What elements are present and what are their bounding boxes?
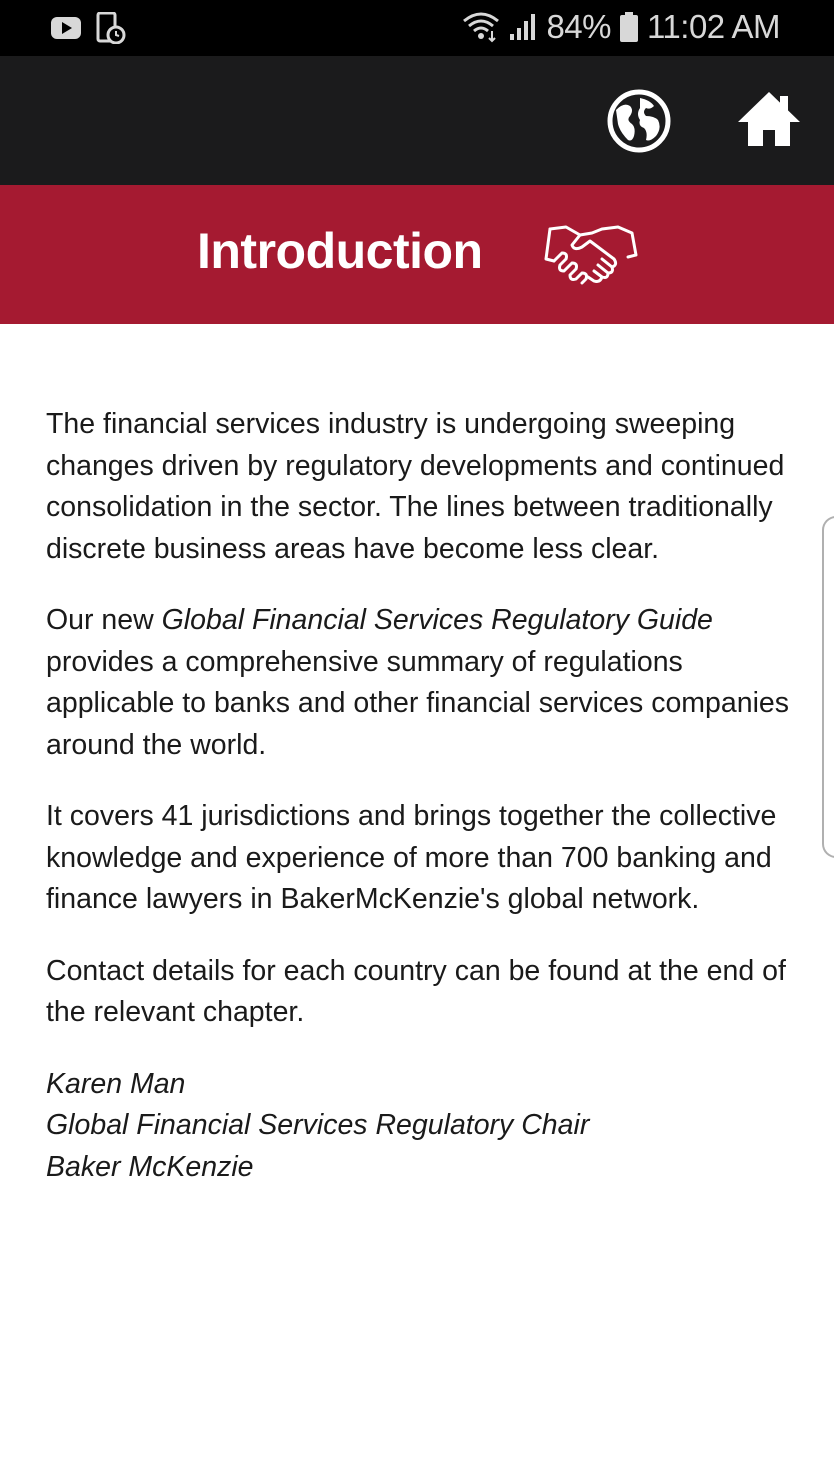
globe-icon [606, 88, 672, 154]
status-bar [0, 0, 834, 56]
battery-icon [619, 11, 639, 43]
clock: 11:02 AM [647, 8, 780, 45]
signal-icon [508, 12, 538, 42]
globe-button[interactable] [606, 88, 672, 154]
paragraph-1: The financial services industry is undergoing sweeping changes driven by regulatory developments and continued consolidation in the sector. The lines between traditionally discrete business areas have become less clear. [46, 408, 785, 565]
intro-content [46, 404, 796, 1218]
phone-alarm-icon [96, 12, 126, 44]
handshake-icon [544, 225, 638, 285]
edge-panel-handle[interactable] [822, 516, 834, 858]
page-title: Introduction [197, 223, 483, 279]
paragraph-4: Contact details for each country can be found at the end of the relevant chapter. [46, 954, 786, 1028]
paragraph-3: It covers 41 jurisdictions and brings together the collective knowledge and experience of more than 700 banking and finance lawyers in BakerMcKenzie's global network. [46, 800, 777, 915]
signature-role: Global Financial Services Regulatory Chair [46, 1109, 590, 1141]
paragraph-2-suffix: provides a comprehensive summary of regulations applicable to banks and other financial services companies around the world. [46, 645, 790, 761]
signature-company: Baker McKenzie [46, 1150, 254, 1183]
app-bar [0, 56, 834, 185]
paragraph-2 [46, 600, 796, 766]
status-right-icons [462, 8, 780, 46]
paragraph-2-prefix: Our new [46, 604, 162, 636]
guide-title: Global Financial Services Regulatory Guide [161, 604, 713, 636]
title-banner [0, 185, 834, 324]
signature [46, 1064, 796, 1189]
wifi-icon [462, 11, 500, 43]
signature-name: Karen Man [46, 1067, 186, 1100]
home-button[interactable] [736, 90, 802, 150]
home-icon [736, 90, 802, 150]
youtube-icon [50, 16, 82, 40]
status-left-icons [50, 12, 126, 44]
battery-percent: 84% [546, 8, 612, 45]
